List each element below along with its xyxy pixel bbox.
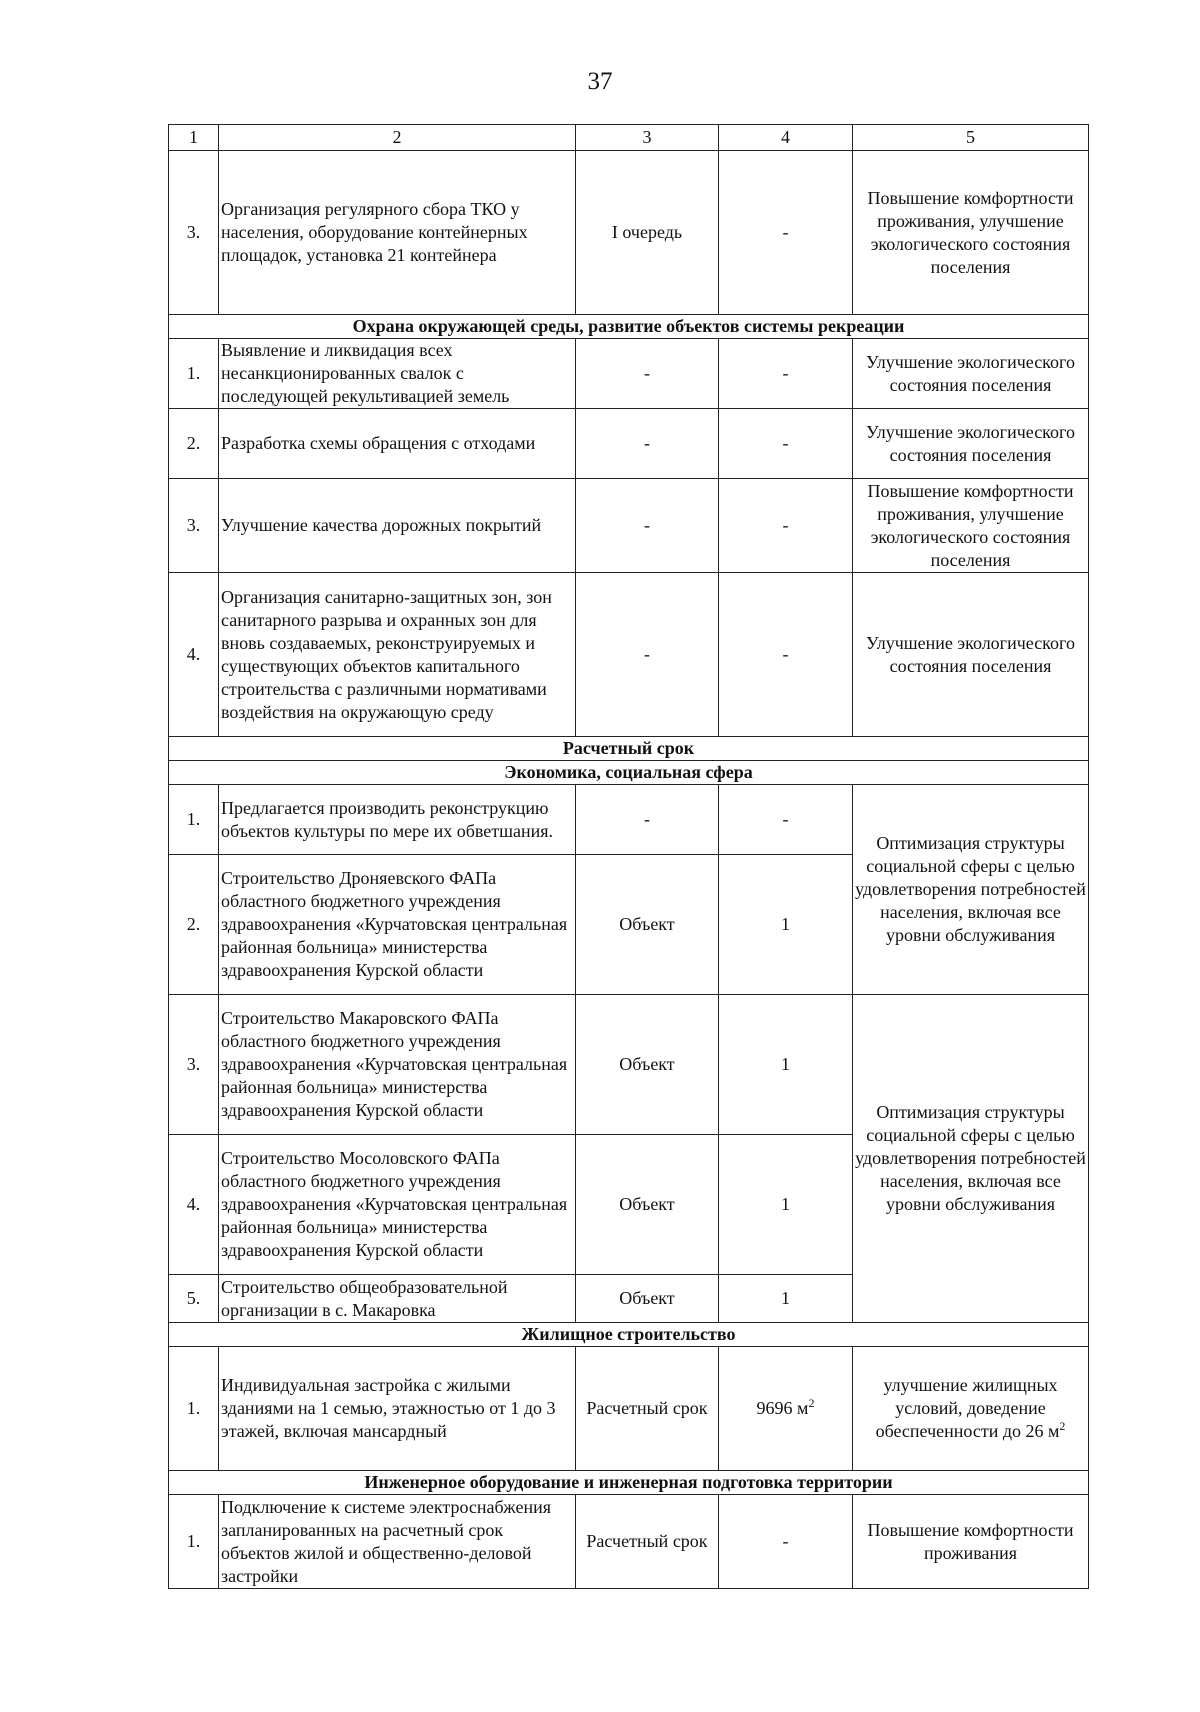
- table-row: [169, 995, 1089, 1135]
- row-volume-value: 9696 м: [756, 1398, 809, 1418]
- row-term: Объект: [576, 995, 719, 1135]
- row-result-sup: 2: [1059, 1419, 1066, 1433]
- row-result: Улучшение экологического состояния поселения: [853, 339, 1089, 409]
- col-header-1: 1: [169, 125, 219, 151]
- table-row: [169, 1495, 1089, 1589]
- table-row: [169, 339, 1089, 409]
- row-num: 1.: [169, 1347, 219, 1471]
- row-term: -: [576, 479, 719, 573]
- row-num: 5.: [169, 1275, 219, 1323]
- row-volume: 1: [719, 995, 853, 1135]
- row-result: [853, 1347, 1089, 1471]
- row-num: 1.: [169, 785, 219, 855]
- row-name: Предлагается производить реконструкцию объектов культуры по мере их обветшания.: [219, 785, 576, 855]
- table-row: [169, 785, 1089, 855]
- section-eng-title: Инженерное оборудование и инженерная подготовка территории: [169, 1471, 1089, 1495]
- row-name: Улучшение качества дорожных покрытий: [219, 479, 576, 573]
- row-volume: -: [719, 573, 853, 737]
- row-result-merged: Оптимизация структуры социальной сферы с целью удовлетворения потребностей населения, включая все уровни обслуживания: [853, 995, 1089, 1323]
- row-result: Повышение комфортности проживания: [853, 1495, 1089, 1589]
- section-header: [169, 1323, 1089, 1347]
- section-econ-title: Экономика, социальная сфера: [169, 761, 1089, 785]
- row-result-merged: Оптимизация структуры социальной сферы с целью удовлетворения потребностей населения, включая все уровни обслуживания: [853, 785, 1089, 995]
- row-result: Повышение комфортности проживания, улучшение экологического состояния поселения: [853, 479, 1089, 573]
- row-num: 3.: [169, 995, 219, 1135]
- row-volume: -: [719, 1495, 853, 1589]
- table-row: [169, 479, 1089, 573]
- row-volume: -: [719, 339, 853, 409]
- row-term: Расчетный срок: [576, 1347, 719, 1471]
- row-name: Подключение к системе электроснабжения запланированных на расчетный срок объектов жилой и общественно-деловой застройки: [219, 1495, 576, 1589]
- row-num: 3.: [169, 151, 219, 315]
- row-name: Строительство Дроняевского ФАПа областного бюджетного учреждения здравоохранения «Курчатовская центральная районная больница» министерства здравоохранения Курской области: [219, 855, 576, 995]
- row-volume: -: [719, 785, 853, 855]
- row-volume: 1: [719, 1135, 853, 1275]
- row-volume: -: [719, 409, 853, 479]
- row-term: Объект: [576, 1135, 719, 1275]
- row-num: 2.: [169, 855, 219, 995]
- table-row: [169, 1347, 1089, 1471]
- row-term: Объект: [576, 855, 719, 995]
- col-header-5: 5: [853, 125, 1089, 151]
- row-name: Строительство Макаровского ФАПа областного бюджетного учреждения здравоохранения «Курчатовская центральная районная больница» министерства здравоохранения Курской области: [219, 995, 576, 1135]
- section-env-title: Охрана окружающей среды, развитие объектов системы рекреации: [169, 315, 1089, 339]
- row-name: Выявление и ликвидация всех несанкционированных свалок с последующей рекультивацией земель: [219, 339, 576, 409]
- row-name: Организация регулярного сбора ТКО у населения, оборудование контейнерных площадок, установка 21 контейнера: [219, 151, 576, 315]
- row-num: 4.: [169, 573, 219, 737]
- section-header: [169, 761, 1089, 785]
- section-housing-title: Жилищное строительство: [169, 1323, 1089, 1347]
- row-num: 3.: [169, 479, 219, 573]
- col-header-3: 3: [576, 125, 719, 151]
- row-num: 2.: [169, 409, 219, 479]
- section-header: [169, 1471, 1089, 1495]
- row-term: Объект: [576, 1275, 719, 1323]
- row-result: Улучшение экологического состояния поселения: [853, 573, 1089, 737]
- col-header-4: 4: [719, 125, 853, 151]
- row-term: I очередь: [576, 151, 719, 315]
- row-term: -: [576, 785, 719, 855]
- row-name: Разработка схемы обращения с отходами: [219, 409, 576, 479]
- table-header-row: [169, 125, 1089, 151]
- page-number: 37: [587, 68, 613, 95]
- row-name: Индивидуальная застройка с жилыми зданиями на 1 семью, этажностью от 1 до 3 этажей, включая мансардный: [219, 1347, 576, 1471]
- row-name: Организация санитарно-защитных зон, зон санитарного разрыва и охранных зон для вновь создаваемых, реконструируемых и существующих объектов капитального строительства с различными нормативами воздействия на окружающую среду: [219, 573, 576, 737]
- row-result: Улучшение экологического состояния поселения: [853, 409, 1089, 479]
- table-row: [169, 573, 1089, 737]
- row-term: -: [576, 573, 719, 737]
- row-num: 1.: [169, 1495, 219, 1589]
- row-volume: 1: [719, 1275, 853, 1323]
- row-term: -: [576, 409, 719, 479]
- table-row: [169, 151, 1089, 315]
- row-term: -: [576, 339, 719, 409]
- row-volume-sup: 2: [808, 1396, 815, 1410]
- col-header-2: 2: [219, 125, 576, 151]
- row-term: Расчетный срок: [576, 1495, 719, 1589]
- section-calc-title: Расчетный срок: [169, 737, 1089, 761]
- row-name: Строительство Мосоловского ФАПа областного бюджетного учреждения здравоохранения «Курчатовская центральная районная больница» министерства здравоохранения Курской области: [219, 1135, 576, 1275]
- section-header: [169, 737, 1089, 761]
- row-name: Строительство общеобразовательной организации в с. Макаровка: [219, 1275, 576, 1323]
- row-num: 1.: [169, 339, 219, 409]
- row-result-text: улучшение жилищных условий, доведение обеспеченности до 26 м: [875, 1375, 1060, 1441]
- row-num: 4.: [169, 1135, 219, 1275]
- row-result: Повышение комфортности проживания, улучшение экологического состояния поселения: [853, 151, 1089, 315]
- measures-table: [168, 124, 1089, 1589]
- row-volume: [719, 1347, 853, 1471]
- section-header: [169, 315, 1089, 339]
- row-volume: 1: [719, 855, 853, 995]
- row-volume: -: [719, 151, 853, 315]
- row-volume: -: [719, 479, 853, 573]
- table-row: [169, 409, 1089, 479]
